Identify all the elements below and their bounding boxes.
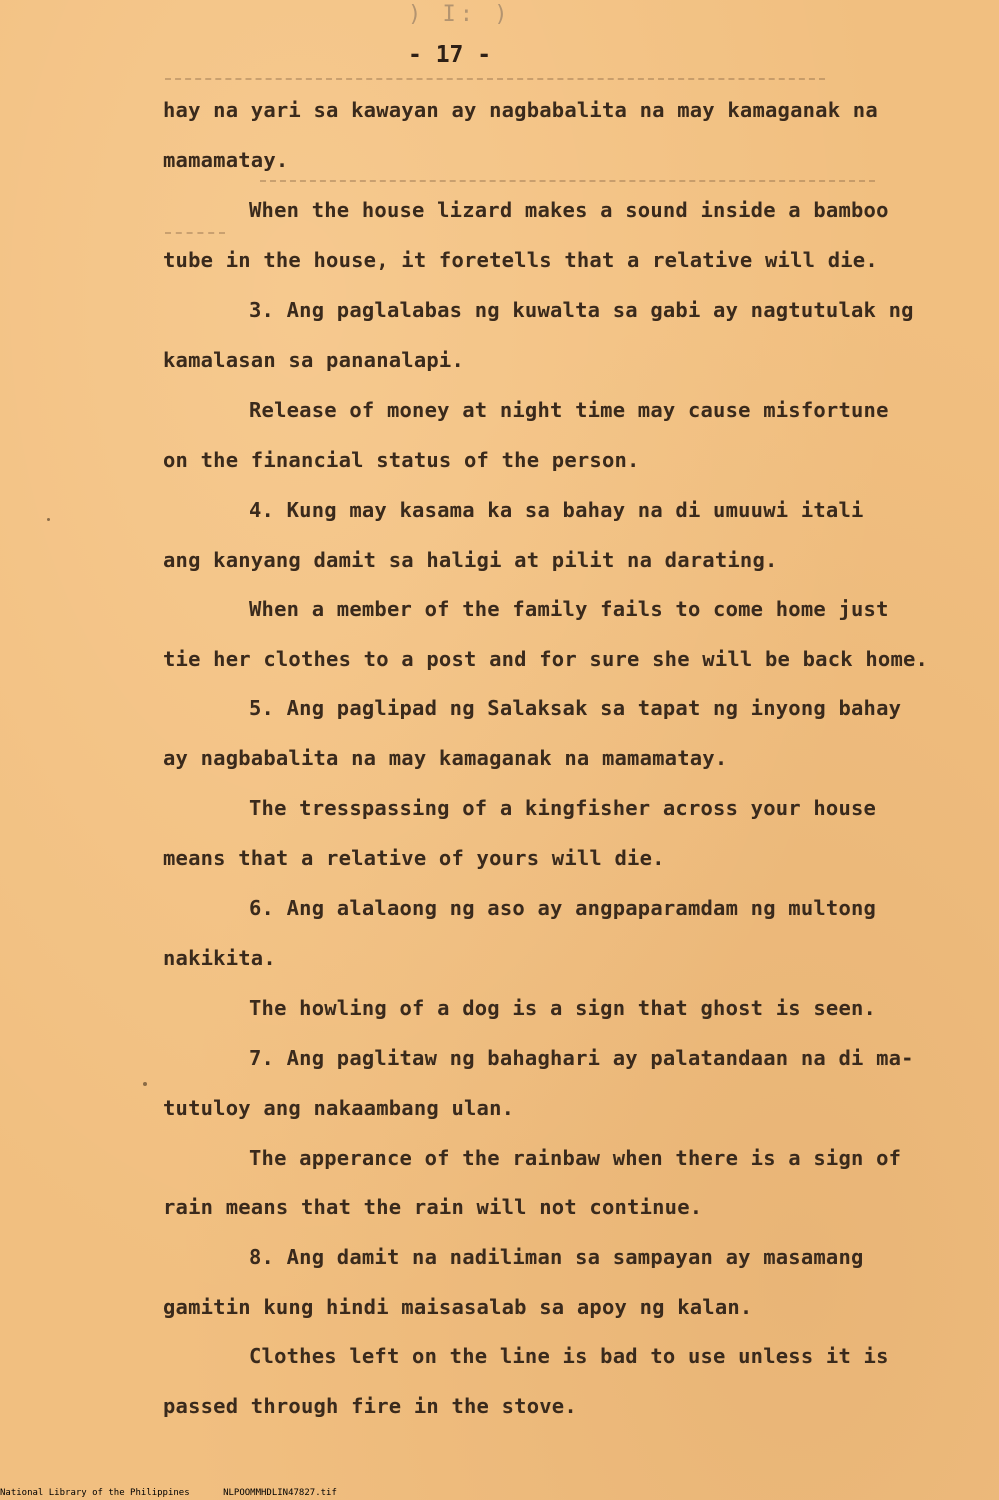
text-line: When the house lizard makes a sound inside a bamboo (249, 198, 889, 222)
text-line: 8. Ang damit na nadiliman sa sampayan ay masamang (249, 1245, 864, 1269)
text-line: ay nagbabalita na may kamaganak na mamamatay. (163, 746, 728, 770)
text-line: 3. Ang paglalabas ng kuwalta sa gabi ay nagtutulak ng (249, 298, 914, 322)
faint-dash-line (260, 180, 875, 182)
text-line: 4. Kung may kasama ka sa bahay na di umuuwi itali (249, 498, 864, 522)
faint-dash-line (165, 78, 825, 80)
text-line: 5. Ang paglipad ng Salaksak sa tapat ng inyong bahay (249, 696, 902, 720)
text-line: When a member of the family fails to come home just (249, 597, 889, 621)
top-margin-mark: ) I: ) (408, 2, 512, 27)
paper-speck (143, 1082, 147, 1086)
text-line: The howling of a dog is a sign that ghost is seen. (249, 996, 877, 1020)
text-line: The tresspassing of a kingfisher across your house (249, 796, 877, 820)
footer-library: National Library of the Philippines (0, 1488, 190, 1498)
text-line: 7. Ang paglitaw ng bahaghari ay palatandaan na di ma- (249, 1046, 914, 1070)
text-line: means that a relative of yours will die. (163, 846, 665, 870)
text-line: kamalasan sa pananalapi. (163, 348, 465, 372)
text-line: The apperance of the rainbaw when there is a sign of (249, 1146, 902, 1170)
text-line: rain means that the rain will not continue. (163, 1195, 703, 1219)
text-line: nakikita. (163, 946, 276, 970)
text-line: tutuloy ang nakaambang ulan. (163, 1096, 515, 1120)
text-line: ang kanyang damit sa haligi at pilit na darating. (163, 548, 778, 572)
text-line: 6. Ang alalaong ng aso ay angpaparamdam ng multong (249, 896, 877, 920)
text-line: tube in the house, it foretells that a relative will die. (163, 248, 878, 272)
page-number: - 17 - (408, 42, 492, 68)
paper-speck (47, 518, 50, 521)
faint-dash-line (165, 232, 225, 234)
footer-filename: NLPOOMMHDLIN47827.tif (223, 1488, 337, 1498)
text-line: hay na yari sa kawayan ay nagbabalita na may kamaganak na (163, 98, 878, 122)
text-line: Clothes left on the line is bad to use unless it is (249, 1344, 889, 1368)
text-line: passed through fire in the stove. (163, 1394, 577, 1418)
scan-footer (0, 1488, 365, 1498)
text-line: Release of money at night time may cause misfortune (249, 398, 889, 422)
text-line: gamitin kung hindi maisasalab sa apoy ng kalan. (163, 1295, 753, 1319)
text-line: mamamatay. (163, 148, 289, 172)
text-line: on the financial status of the person. (163, 448, 640, 472)
text-line: tie her clothes to a post and for sure she will be back home. (163, 647, 929, 671)
